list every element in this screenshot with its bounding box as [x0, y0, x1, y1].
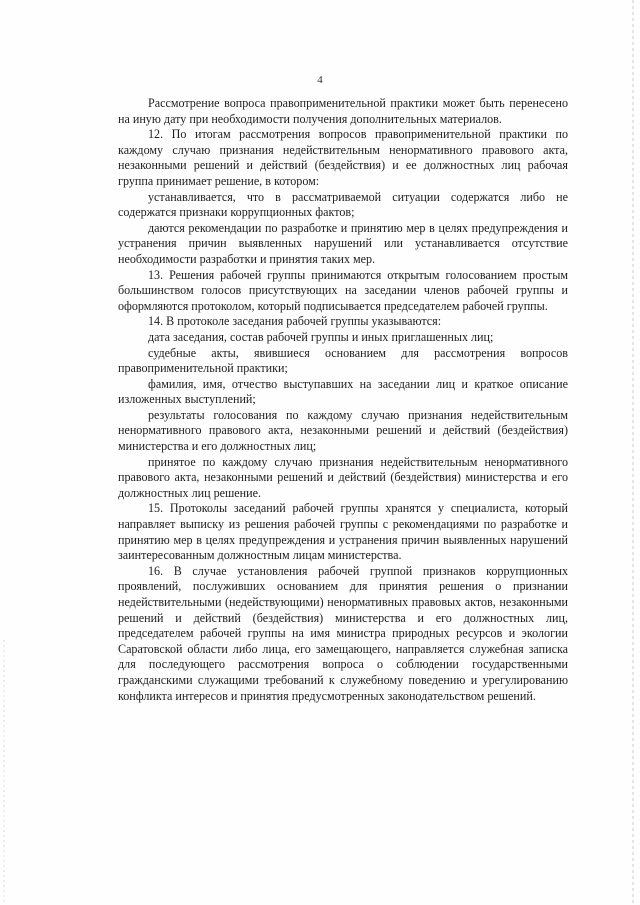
- paragraph: 12. По итогам рассмотрения вопросов правоприменительной практики по каждому случаю признания недействительным ненормативного правового акта, незаконными решений и действий (бездействия) и ее должностных лиц рабочая группа принимает решение, в котором:: [118, 127, 568, 188]
- paragraph: дата заседания, состав рабочей группы и иных приглашенных лиц;: [148, 329, 494, 344]
- paragraph: судебные акты, явившиеся основанием для рассмотрения вопросов правоприменительной практики;: [118, 345, 568, 376]
- paragraph: 15. Протоколы заседаний рабочей группы хранятся у специалиста, который направляет выписку из решения рабочей группы с рекомендациями по разработке и принятию мер в целях предупреждения и устранения причин выявленных нарушений заинтересованным должностным лицам министерства.: [118, 501, 568, 563]
- page-number: 4: [317, 74, 323, 86]
- body-text: [118, 96, 568, 704]
- paragraph: 16. В случае установления рабочей группой признаков коррупционных проявлений, послуживших основанием для принятия решения о признании недействительными (недействующими) ненормативных правовых актов, незаконными решений и действий (бездействия) министерства и его должностных лиц, председателем рабочей группы на имя министра природных ресурсов и экологии Саратовской области либо лица, его замещающего, направляется служебная записка для последующего рассмотрения вопроса о соблюдении государственными гражданскими служащими требований к служебному поведению и урегулированию конфликта интересов и принятия предусмотренных законодательством решений.: [118, 563, 568, 703]
- paragraph: даются рекомендации по разработке и принятию мер в целях предупреждения и устранения причин выявленных нарушений или устанавливается отсутствие необходимости разработки и принятия таких мер.: [118, 220, 568, 266]
- paragraph: 13. Решения рабочей группы принимаются открытым голосованием простым большинством голосов присутствующих на заседании членов рабочей группы и оформляются протоколом, который подписывается председателем рабочей группы.: [118, 267, 568, 313]
- paragraph: результаты голосования по каждому случаю признания недействительным ненормативного правового акта, незаконными решений и действий (бездействия) министерства и его должностных лиц;: [118, 407, 568, 454]
- paragraph: фамилия, имя, отчество выступавших на заседании лиц и краткое описание изложенных выступлений;: [118, 376, 568, 407]
- paragraph: Рассмотрение вопроса правоприменительной практики может быть перенесено на иную дату при необходимости получения дополнительных материалов.: [118, 96, 568, 126]
- scan-edge-artifact: [632, 0, 634, 905]
- paragraph: принятое по каждому случаю признания недействительным ненормативного правового акта, незаконными решений и действий (бездействия) министерства и его должностных лиц решение.: [118, 454, 568, 500]
- paragraph: 14. В протоколе заседания рабочей группы указываются:: [148, 314, 442, 329]
- paragraph: устанавливается, что в рассматриваемой ситуации содержатся либо не содержатся признаки коррупционных фактов;: [118, 189, 568, 220]
- scan-edge-artifact: [3, 640, 5, 905]
